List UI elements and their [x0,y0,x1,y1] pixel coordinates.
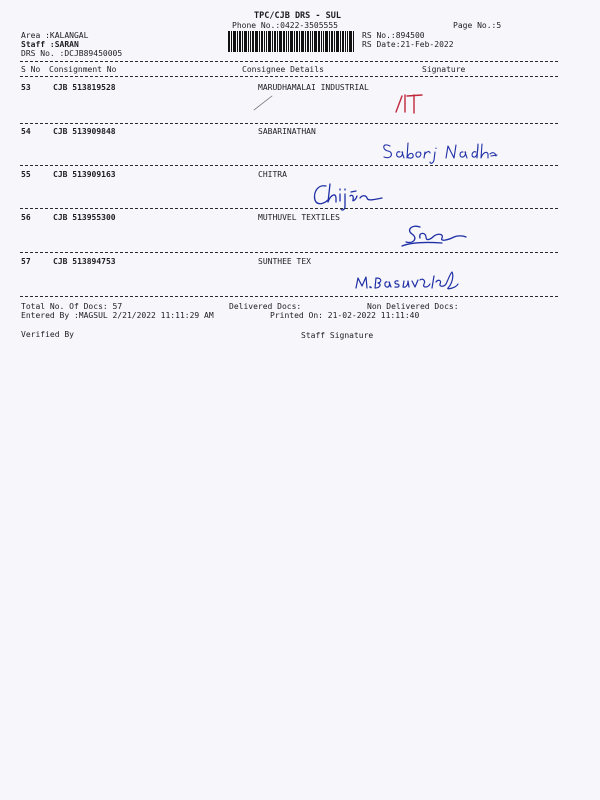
printed-on: Printed On: 21-02-2022 11:11:40 [270,311,420,320]
page-number: Page No.:5 [453,21,502,30]
entered-by: Entered By :MAGSUL 2/21/2022 11:11:29 AM [21,311,214,320]
row-consignment: CJB 513894753 [53,257,116,266]
row-divider [20,208,558,209]
row-consignment: CJB 513909163 [53,170,116,179]
document-title: TPC/CJB DRS - SUL [254,11,341,21]
rs-number: RS No.:894500 [362,31,425,40]
staff-label: Staff :SARAN [21,40,79,49]
table-bottom-rule [20,296,558,297]
column-consignee: Consignee Details [242,65,324,74]
row-divider [20,165,558,166]
barcode [228,31,354,52]
drs-number: DRS No. :DCJB89450005 [21,49,123,58]
signature-row53 [392,92,426,116]
signature-row56 [398,222,470,252]
delivered-docs: Delivered Docs: [229,302,302,311]
area-label: Area :KALANGAL [21,31,89,40]
header-top-rule [20,61,558,62]
staff-signature-label: Staff Signature [301,331,374,340]
row-sno: 57 [21,257,31,266]
verified-by-label: Verified By [21,330,74,339]
row-consignee: CHITRA [258,170,287,179]
column-consignment: Consignment No [49,65,117,74]
row-sno: 54 [21,127,31,136]
row-sno: 53 [21,83,31,92]
phone-number: Phone No.:0422-3505555 [232,21,338,30]
total-docs: Total No. Of Docs: 57 [21,302,123,311]
rs-date: RS Date:21-Feb-2022 [362,40,454,49]
row-divider [20,123,558,124]
row-consignee: MUTHUVEL TEXTILES [258,213,340,222]
row-consignee: MARUDHAMALAI INDUSTRIAL [258,83,369,92]
row-sno: 55 [21,170,31,179]
row-consignee: SABARINATHAN [258,127,316,136]
column-sno: S No [21,65,41,74]
row-divider [20,252,558,253]
row-consignment: CJB 513955300 [53,213,116,222]
signature-row57 [352,266,462,294]
row-consignment: CJB 513819528 [53,83,116,92]
header-bottom-rule [20,76,558,77]
non-delivered-docs: Non Delivered Docs: [367,302,459,311]
row-consignment: CJB 513909848 [53,127,116,136]
stray-pen-mark [250,93,280,113]
signature-row54 [380,138,500,166]
column-signature: Signature [422,65,466,74]
row-consignee: SUNTHEE TEX [258,257,311,266]
row-sno: 56 [21,213,31,222]
